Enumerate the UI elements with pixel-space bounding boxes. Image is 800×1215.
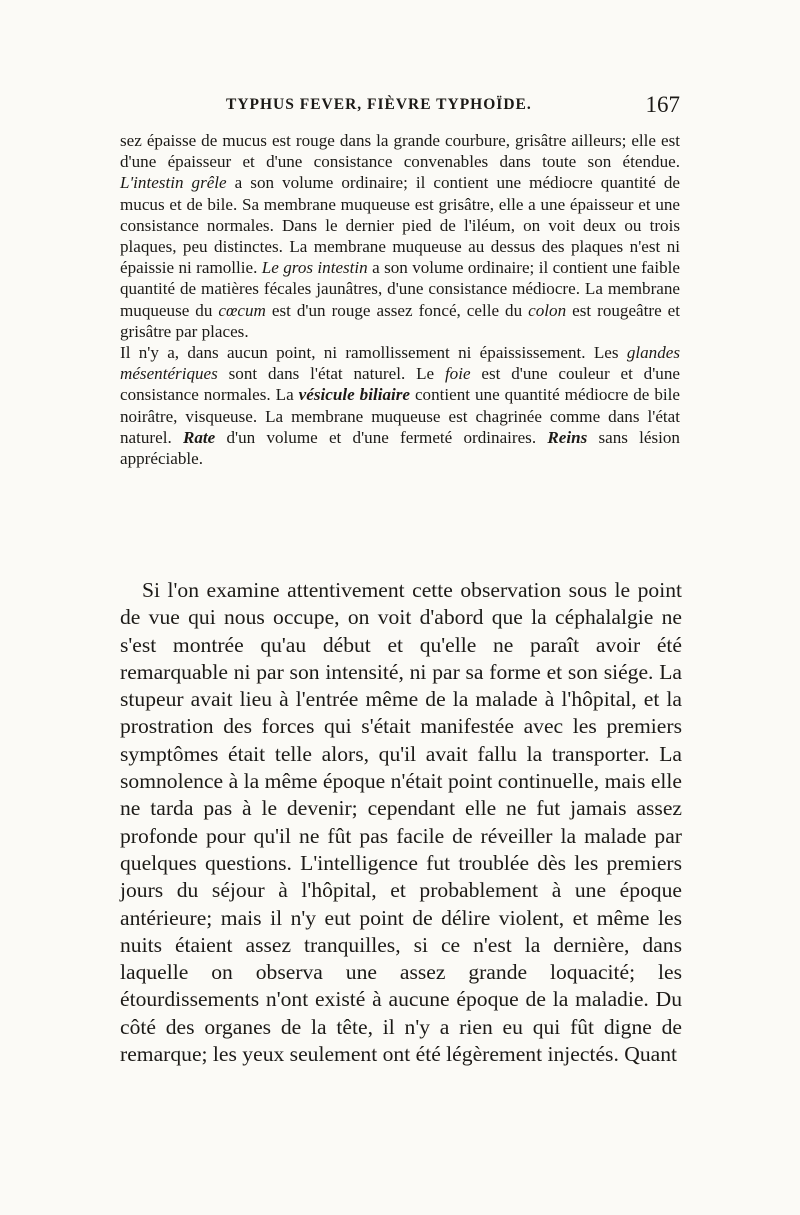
- organ-term: foie: [444, 364, 471, 384]
- text-run: est d'un rouge assez foncé, celle du: [265, 300, 529, 320]
- text-run: a son volume ordinaire; il contient une médiocre quantité de mucus et de bile. Sa membrane muqueuse est grisâtre, elle a une épaisseur et une consistance normales. Dans le dernier pied de l'iléum, on voit deux ou trois plaques, peu distinctes. La membrane muqueuse au dessus des plaques n'est ni épaissie ni ramollie.: [120, 173, 681, 278]
- commentary-text-block: [120, 577, 682, 1068]
- organ-term: Reins: [547, 427, 588, 447]
- organ-term: vésicule biliaire: [298, 385, 410, 405]
- organ-term: Rate: [182, 427, 216, 447]
- organ-term: cœcum: [218, 300, 266, 320]
- organ-term: Le gros intestin: [261, 258, 368, 278]
- text-run: sans lésion appréciable.: [120, 427, 680, 469]
- commentary-paragraph: Si l'on examine attentivement cette observation sous le point de vue qui nous occupe, on voit d'abord que la céphalalgie ne s'est montrée qu'au début et qu'elle ne paraît avoir été remarquable ni par son intensité, ni par sa forme et son siége. La stupeur avait lieu à l'entrée même de la malade à l'hôpital, et la prostration des forces qui s'était manifestée avec les premiers symptômes était telle alors, qu'il avait fallu la transporter. La somnolence à la même époque n'était point continuelle, mais elle ne tarda pas à le devenir; cependant elle ne fut jamais assez profonde pour qu'il ne fût pas facile de réveiller la malade par quelques questions. L'intelligence fut troublée dès les premiers jours du séjour à l'hôpital, et probablement à une époque antérieure; mais il n'y eut point de délire violent, et même les nuits étaient assez tranquilles, si ce n'est la dernière, dans laquelle on observa une assez grande loquacité; les étourdissements n'ont existé à aucune époque de la maladie. Du côté des organes de la tête, il n'y a rien eu qui fût digne de remarque; les yeux seulement ont été légèrement injectés. Quant: [120, 578, 682, 1067]
- page-header: [120, 92, 680, 124]
- text-run: sont dans l'état naturel. Le: [217, 364, 445, 384]
- page-number: 167: [645, 92, 680, 117]
- organ-term: glandes mésentériques: [120, 343, 680, 384]
- text-run: a son volume ordinaire; il contient une faible quantité de matières fécales jaunâtres, d'une consistance médiocre. La membrane muqueuse du: [120, 258, 680, 320]
- organ-term: L'intestin grêle: [120, 173, 227, 193]
- autopsy-paragraph-1: [120, 130, 680, 342]
- text-run: est rougeâtre et grisâtre par places.: [120, 300, 680, 341]
- autopsy-paragraph-2: [120, 342, 680, 469]
- text-run: d'un volume et d'une fermeté ordinaires.: [215, 427, 548, 447]
- autopsy-text-block: [120, 130, 680, 469]
- organ-term: colon: [528, 300, 567, 320]
- text-run: est d'une couleur et d'une consistance normales. La: [120, 364, 680, 405]
- running-title: TYPHUS FEVER, FIÈVRE TYPHOÏDE.: [226, 96, 532, 113]
- text-run: sez épaisse de mucus est rouge dans la grande courbure, grisâtre ailleurs; elle est d'une épaisseur et d'une consistance convenables dans toute son étendue.: [120, 131, 680, 172]
- text-run: Il n'y a, dans aucun point, ni ramollissement ni épaississement. Les: [120, 343, 627, 363]
- text-run: contient une quantité médiocre de bile noirâtre, visqueuse. La membrane muqueuse est chagrinée comme dans l'état naturel.: [120, 385, 680, 447]
